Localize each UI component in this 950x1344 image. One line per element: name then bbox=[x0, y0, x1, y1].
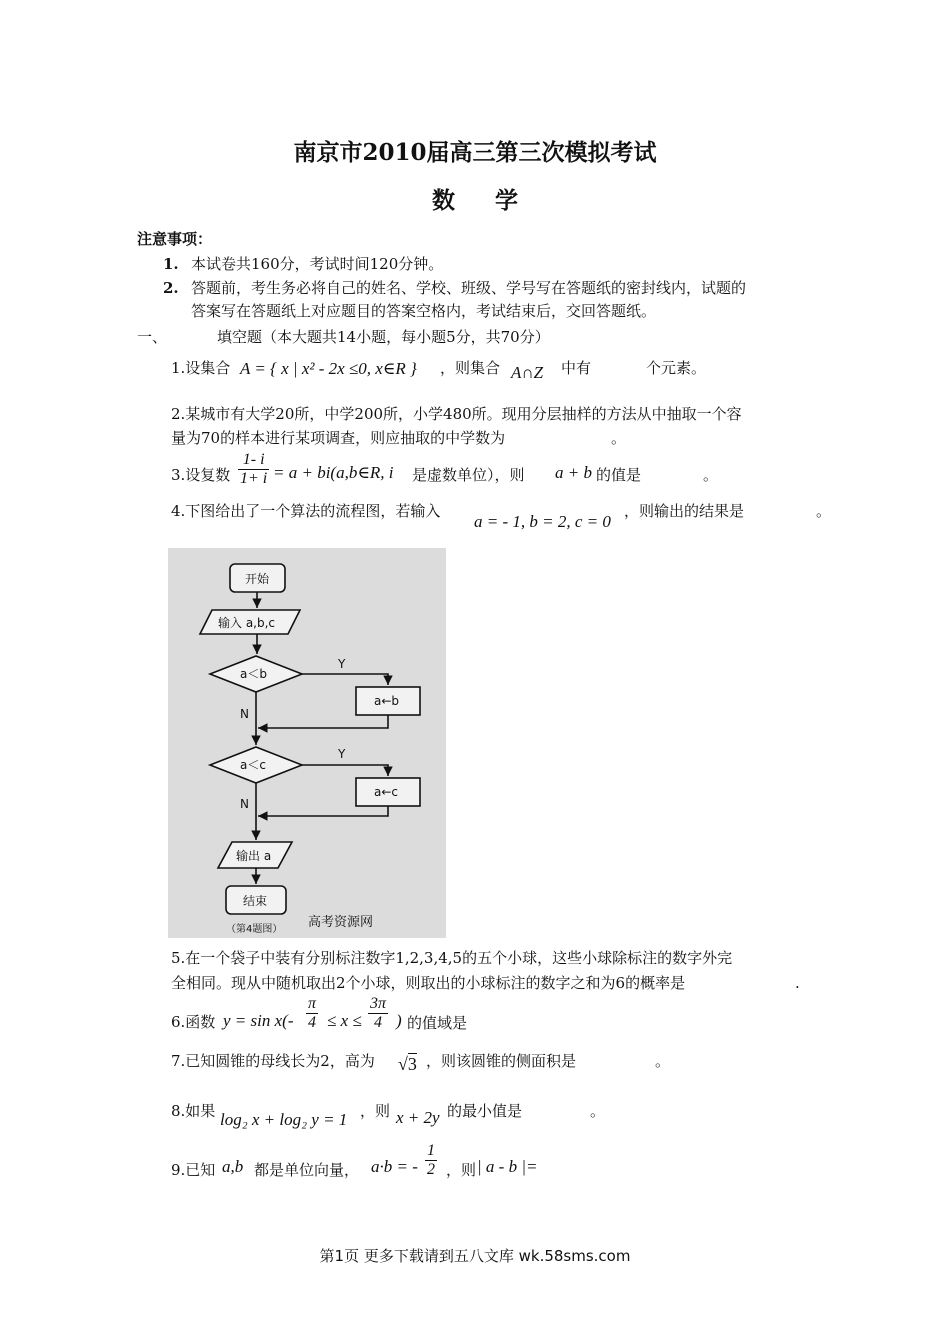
notice-item-1-text: 本试卷共160分，考试时间120分钟。 bbox=[191, 255, 444, 273]
q5-line2: 全相同。现从中随机取出2个小球，则取出的小球标注的数字之和为6的概率是 bbox=[171, 974, 686, 992]
notice-item-2-line1: 答题前，考生务必将自己的姓名、学校、班级、学号写在答题纸的密封线内，试题的 bbox=[191, 279, 747, 297]
q3-sum: a + b bbox=[555, 463, 592, 482]
flow-yes-2: Y bbox=[338, 747, 346, 761]
q3-mid-text: 是虚数单位），则 bbox=[412, 466, 525, 484]
q2-end: 。 bbox=[611, 429, 627, 447]
flow-assign-2-label: a←c bbox=[374, 785, 399, 799]
flow-end-label: 结束 bbox=[243, 894, 268, 908]
notice-heading: 注意事项： bbox=[137, 230, 213, 248]
q3-fraction bbox=[238, 451, 269, 488]
section-number: 一、 bbox=[137, 328, 168, 346]
q8-end: 。 bbox=[590, 1102, 606, 1120]
q9-fraction bbox=[425, 1142, 437, 1179]
q2-line2: 量为70的样本进行某项调查，则应抽取的中学数为 bbox=[171, 429, 506, 447]
q1-post: 中有 bbox=[561, 359, 592, 377]
q8-prefix: 8.如果 bbox=[171, 1102, 216, 1120]
flow-no-1: N bbox=[240, 707, 249, 721]
q7-end: 。 bbox=[655, 1052, 671, 1070]
notice-item-2-num: 2. bbox=[163, 279, 179, 297]
flow-cond-2-label: a＜c bbox=[240, 758, 266, 772]
flow-output-label: 输出 a bbox=[236, 849, 272, 863]
flow-start-label: 开始 bbox=[245, 572, 270, 586]
q2-line1: 2.某城市有大学20所，中学200所，小学480所。现用分层抽样的方法从中抽取一个容 bbox=[171, 405, 742, 423]
subject-title: 数学 bbox=[432, 187, 558, 214]
q6-post: 的值域是 bbox=[407, 1014, 468, 1032]
q9-f-num: 1 bbox=[427, 1142, 435, 1159]
notice-item-2-line2: 答案写在答题纸上对应题目的答案空格内，考试结束后，交回答题纸。 bbox=[191, 302, 657, 320]
q4-post: ，则输出的结果是 bbox=[624, 502, 745, 520]
flow-assign-1-label: a←b bbox=[374, 694, 400, 708]
page-title: 南京市2010届高三第三次模拟考试 bbox=[293, 139, 657, 166]
flow-input-label: 输入 a,b,c bbox=[218, 616, 276, 630]
q3-frac-num: 1- i bbox=[238, 451, 269, 470]
q1-set-expression: A = { x | x² - 2x ≤0, x∈R } bbox=[240, 359, 417, 378]
q6-prefix: 6.函数 bbox=[171, 1013, 216, 1031]
q8-equation: log₂ x + log₂ y = 1 bbox=[220, 1110, 348, 1129]
q9-dot-product: a·b = - bbox=[371, 1157, 418, 1176]
q9-mid: 都是单位向量， bbox=[254, 1161, 360, 1179]
q7-post: ，则该圆锥的侧面积是 bbox=[426, 1052, 577, 1070]
q1-prefix: 1.设集合 bbox=[171, 359, 231, 377]
q5-end: . bbox=[795, 974, 800, 992]
q9-vectors: a,b bbox=[222, 1157, 244, 1176]
q1-post2: 个元素。 bbox=[646, 359, 707, 377]
q1-intersection: A∩Z bbox=[511, 363, 544, 382]
notice-item-1-num: 1. bbox=[163, 255, 179, 273]
q6-mid: ≤ x ≤ bbox=[327, 1011, 362, 1030]
q8-expression: x + 2y bbox=[396, 1108, 440, 1127]
q3-frac-den: 1+ i bbox=[240, 470, 268, 487]
page-footer: 第1页 更多下载请到五八文库 wk.58sms.com bbox=[319, 1247, 631, 1265]
q6-f2-den: 4 bbox=[374, 1014, 382, 1031]
q9-f-den: 2 bbox=[427, 1161, 435, 1178]
flowchart-figure bbox=[168, 548, 446, 938]
q1-mid-text: ，则集合 bbox=[440, 359, 501, 377]
q7-sqrt: √3 bbox=[398, 1054, 417, 1074]
q3-equation: = a + bi(a,b∈R, i bbox=[273, 463, 394, 482]
q6-close: ) bbox=[396, 1011, 402, 1030]
q4-prefix: 4.下图给出了一个算法的流程图，若输入 bbox=[171, 502, 441, 520]
flow-no-2: N bbox=[240, 797, 249, 811]
q4-end: 。 bbox=[816, 502, 832, 520]
q9-prefix: 9.已知 bbox=[171, 1161, 216, 1179]
q3-prefix: 3.设复数 bbox=[171, 466, 231, 484]
q8-post: 的最小值是 bbox=[447, 1102, 523, 1120]
q6-f2-num: 3π bbox=[370, 995, 387, 1012]
q7-sqrt-value: 3 bbox=[407, 1054, 417, 1074]
section-heading: 填空题（本大题共14小题，每小题5分，共70分） bbox=[217, 328, 550, 346]
q9-post: ，则 bbox=[446, 1161, 477, 1179]
q6-f1-den: 4 bbox=[308, 1014, 316, 1031]
flow-yes-1: Y bbox=[338, 657, 346, 671]
q6-fraction-2 bbox=[368, 995, 388, 1032]
q4-inputs: a = - 1, b = 2, c = 0 bbox=[474, 512, 611, 531]
flow-cond-1-label: a＜b bbox=[240, 667, 267, 681]
q5-line1: 5.在一个袋子中装有分别标注数字1,2,3,4,5的五个小球，这些小球除标注的数字外完 bbox=[171, 949, 733, 967]
q3-end: 。 bbox=[703, 466, 719, 484]
q7-prefix: 7.已知圆锥的母线长为2，高为 bbox=[171, 1052, 375, 1070]
q6-f1-num: π bbox=[308, 995, 317, 1012]
q9-magnitude: | a - b |= bbox=[477, 1157, 538, 1176]
flow-caption: （第4题图） bbox=[226, 924, 283, 935]
flowchart-svg bbox=[168, 548, 446, 938]
q6-fraction-1 bbox=[306, 995, 318, 1032]
flow-watermark: 高考资源网 bbox=[308, 915, 374, 930]
q8-mid: ，则 bbox=[360, 1102, 391, 1120]
q6-function: y = sin x(- bbox=[223, 1011, 294, 1030]
q3-post: 的值是 bbox=[596, 466, 642, 484]
